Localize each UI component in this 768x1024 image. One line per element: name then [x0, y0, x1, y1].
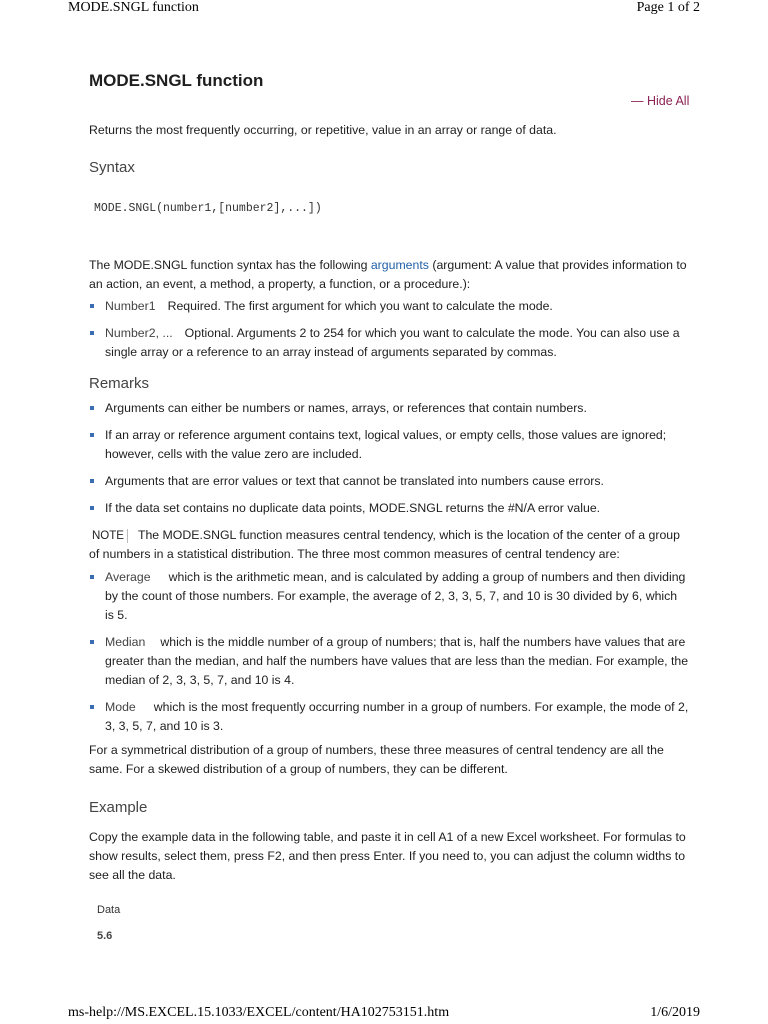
- remarks-heading: Remarks: [89, 375, 150, 392]
- argument-description: Optional. Arguments 2 to 254 for which you want to calculate the mode. You can also use a single array or a reference to an array instead of arguments separated by commas.: [105, 326, 680, 359]
- arguments-link[interactable]: arguments: [370, 258, 429, 272]
- note-paragraph: [89, 526, 689, 564]
- table-cell: 5.6: [97, 930, 113, 942]
- arguments-intro: [89, 256, 689, 294]
- table-header-data: Data: [97, 904, 121, 916]
- measure-name: Mode: [105, 700, 136, 714]
- example-paragraph: Copy the example data in the following table, and paste it in cell A1 of a new Excel worksheet. For formulas to show results, select them, press F2, and then press Enter. If you need to, you can adjust the column widths to see all the data.: [89, 830, 686, 882]
- list-item: [89, 633, 689, 690]
- arguments-intro-text: The MODE.SNGL function syntax has the following: [89, 258, 371, 272]
- print-header-page: Page 1 of 2: [636, 0, 700, 15]
- list-item: [89, 324, 689, 362]
- list-item: [89, 297, 689, 316]
- help-article: [89, 68, 689, 946]
- example-data-table: [89, 901, 689, 946]
- measure-description: which is the arithmetic mean, and is calculated by adding a group of numbers and then dividing by the count of those numbers. For example, the average of 2, 3, 3, 5, 7, and 10 is 30 divided by 6, which is 5.: [105, 570, 686, 622]
- measure-name: Median: [105, 635, 146, 649]
- syntax-heading: Syntax: [89, 159, 135, 176]
- note-label: NOTE: [89, 529, 128, 543]
- page-title: MODE.SNGL function: [89, 71, 264, 90]
- measure-name: Average: [105, 570, 151, 584]
- list-item: If an array or reference argument contains text, logical values, or empty cells, those values are ignored; however, cells with the value zero are included.: [89, 426, 689, 464]
- symmetry-paragraph: For a symmetrical distribution of a group of numbers, these three measures of central tendency are all the same. For a skewed distribution of a group of numbers, they can be different.: [89, 743, 664, 776]
- print-footer-date: 1/6/2019: [650, 1005, 700, 1020]
- hide-all-link[interactable]: — Hide All: [631, 94, 690, 108]
- measures-list: [89, 568, 689, 736]
- list-item: [89, 568, 689, 625]
- syntax-code: MODE.SNGL(number1,[number2],...]): [94, 202, 322, 215]
- list-item: [89, 698, 689, 736]
- note-text: The MODE.SNGL function measures central tendency, which is the location of the center of a group of numbers in a statistical distribution. The three most common measures of central tendency are:: [89, 528, 680, 561]
- arguments-definition: (argument: A value that provides information to an action, an event, a method, a property, a function, or a procedure.):: [89, 258, 687, 291]
- arguments-list: [89, 297, 689, 362]
- example-heading: Example: [89, 799, 148, 816]
- print-footer-url: ms-help://MS.EXCEL.15.1033/EXCEL/content/HA102753151.htm: [68, 1005, 450, 1020]
- print-header-title: MODE.SNGL function: [68, 0, 199, 15]
- print-footer: [68, 1005, 700, 1021]
- argument-name: Number1: [105, 299, 156, 313]
- argument-name: Number2, ...: [105, 326, 173, 340]
- measure-description: which is the most frequently occurring number in a group of numbers. For example, the mode of 2, 3, 3, 5, 7, and 10 is 3.: [105, 700, 689, 733]
- list-item: If the data set contains no duplicate data points, MODE.SNGL returns the #N/A error value.: [89, 499, 689, 518]
- print-header: [68, 0, 700, 16]
- function-summary: Returns the most frequently occurring, or repetitive, value in an array or range of data.: [89, 123, 557, 137]
- list-item: Arguments can either be numbers or names, arrays, or references that contain numbers.: [89, 399, 689, 418]
- remarks-list: [89, 399, 689, 518]
- list-item: Arguments that are error values or text that cannot be translated into numbers cause errors.: [89, 472, 689, 491]
- argument-description: Required. The first argument for which you want to calculate the mode.: [167, 299, 553, 313]
- measure-description: which is the middle number of a group of numbers; that is, half the numbers have values that are greater than the median, and half the numbers have values that are less than the median. For example, the median of 2, 3, 3, 5, 7, and 10 is 4.: [105, 635, 689, 687]
